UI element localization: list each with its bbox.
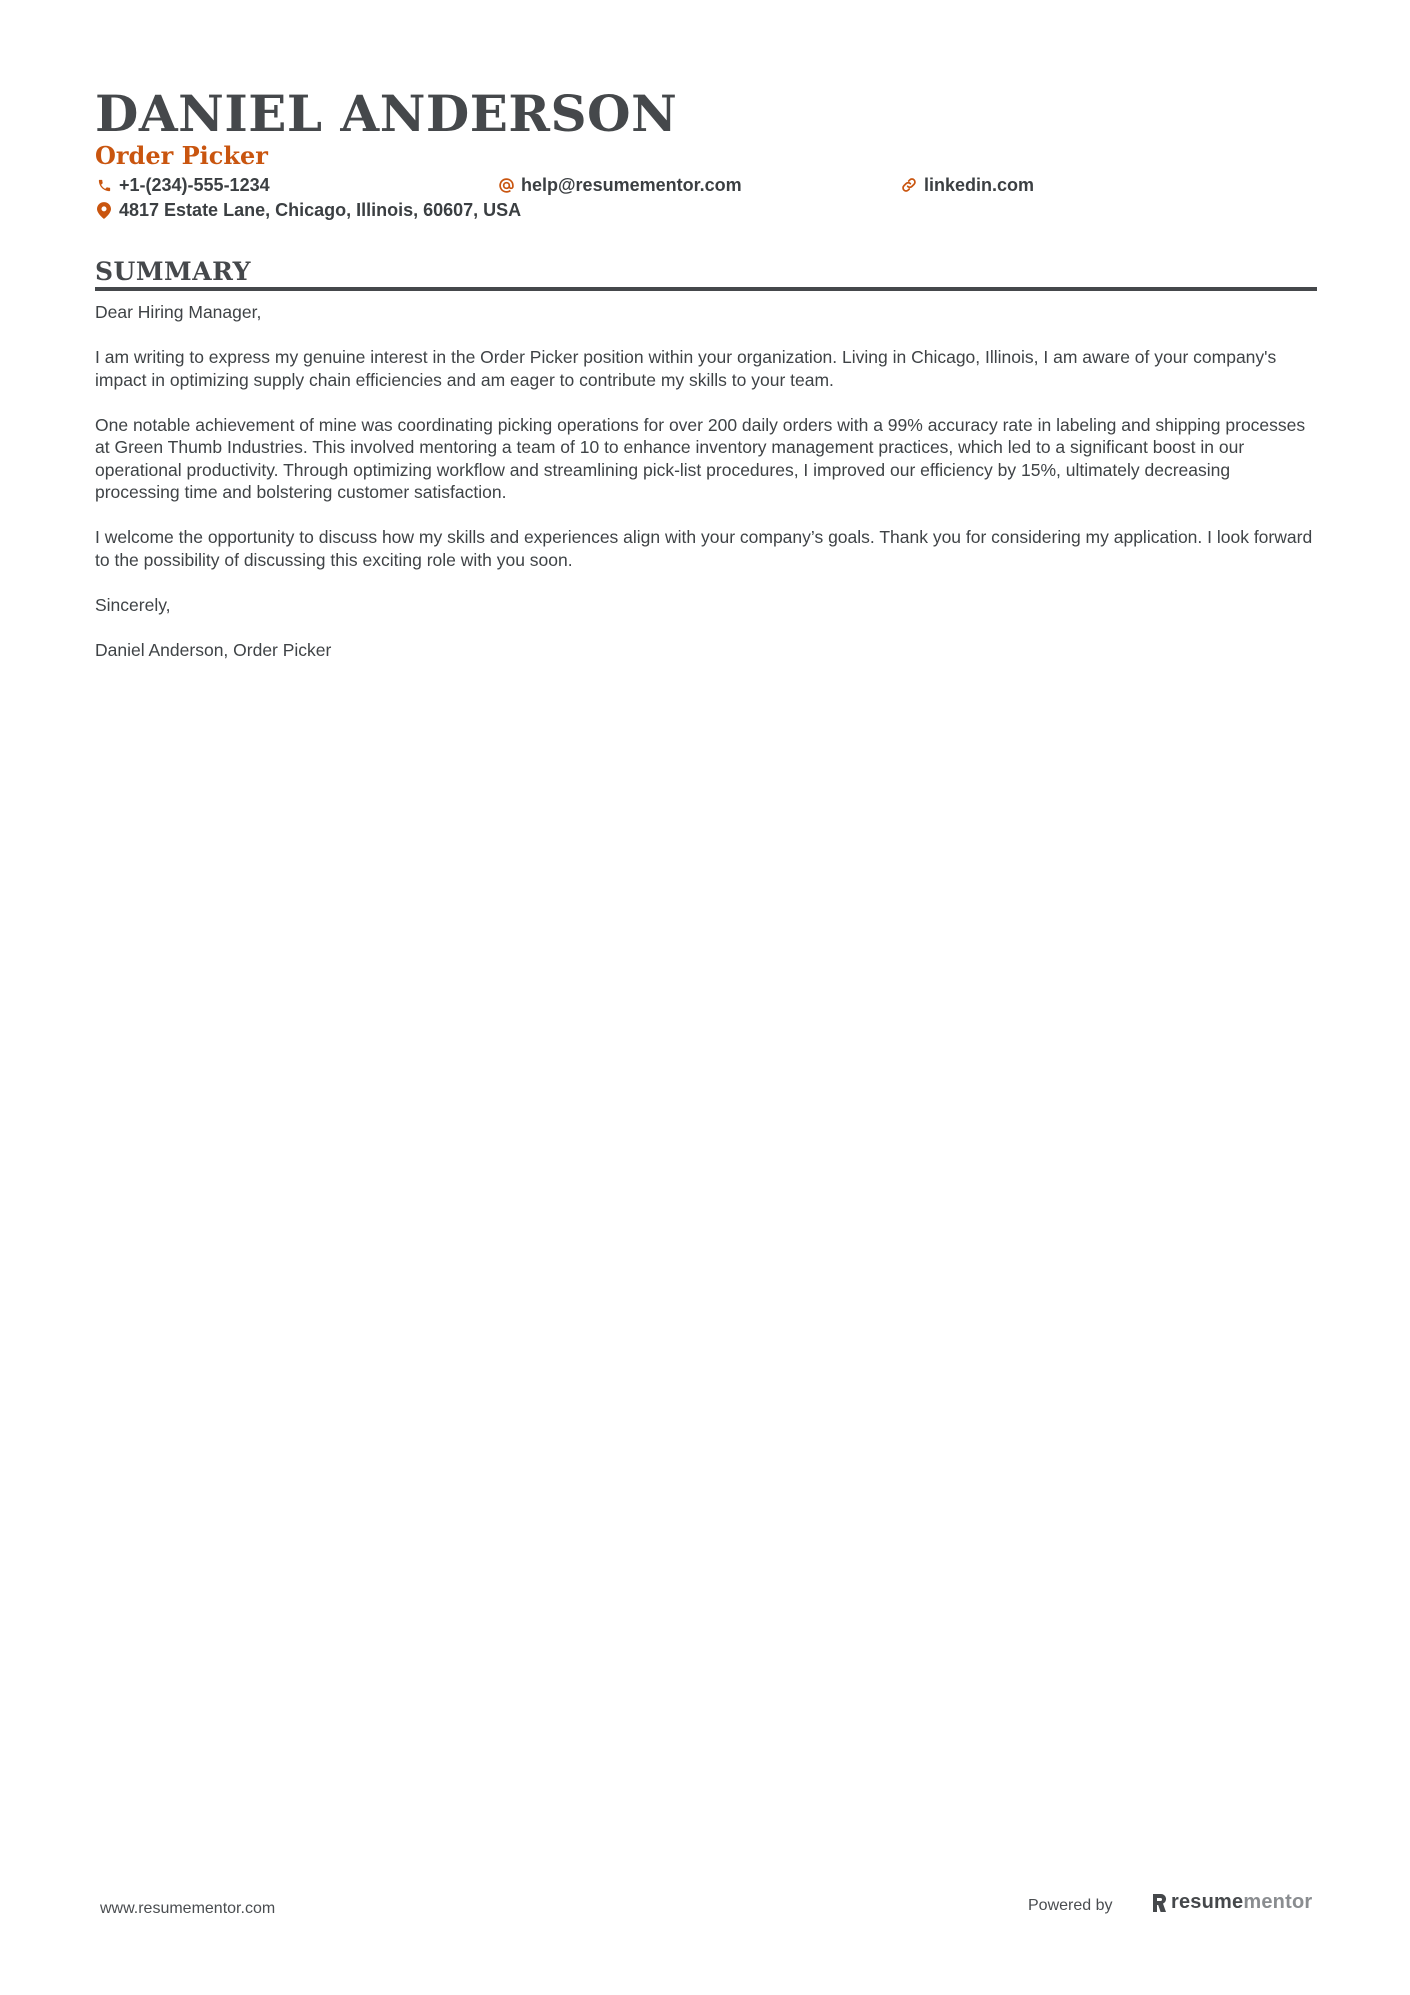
phone-icon (95, 176, 113, 194)
contact-address (95, 198, 521, 222)
footer-brand-logo[interactable] (1151, 1891, 1312, 1914)
contact-phone-text: +1-(234)-555-1234 (119, 175, 270, 195)
contact-linkedin-text: linkedin.com (924, 175, 1035, 195)
letter-salutation: Dear Hiring Manager, (95, 302, 262, 322)
letter-signoff: Sincerely, (95, 594, 171, 615)
brand-wordmark-part2: mentor (1243, 1891, 1313, 1913)
at-icon (497, 176, 515, 194)
candidate-name: DANIEL ANDERSON (95, 84, 678, 143)
footer-website-link[interactable]: www.resumementor.com (100, 1900, 276, 1917)
footer-powered-by: Powered by (1028, 1897, 1113, 1914)
letter-body (95, 301, 1317, 684)
contact-email[interactable] (497, 173, 742, 197)
letter-signature: Daniel Anderson, Order Picker (95, 639, 332, 660)
section-title-summary: SUMMARY (95, 257, 251, 286)
letter-paragraph-closing: I welcome the opportunity to discuss how my skills and experiences align with your company’s goals. Thank you for considering my application. I look forward to the possibility of discussing this exciting role with you soon. (95, 527, 1313, 570)
candidate-role: Order Picker (95, 141, 268, 170)
brand-wordmark-part1: resume (1171, 1891, 1244, 1913)
link-icon (900, 176, 918, 194)
brand-wordmark (1171, 1891, 1312, 1914)
letter-paragraph-achievement: One notable achievement of mine was coordinating picking operations for over 200 daily orders with a 99% accuracy rate in labeling and shipping processes at Green Thumb Industries. This involved mentoring a team of 10 to enhance inventory management practices, which led to a significant boost in our operational productivity. Through optimizing workflow and streamlining pick-list procedures, I improved our efficiency by 15%, ultimately decreasing processing time and bolstering customer satisfaction. (95, 414, 1306, 502)
contact-phone[interactable] (95, 173, 270, 197)
section-divider (95, 287, 1317, 291)
brand-logo-icon (1151, 1892, 1167, 1914)
contact-linkedin[interactable] (900, 173, 1034, 197)
location-pin-icon (95, 201, 113, 219)
contact-address-text: 4817 Estate Lane, Chicago, Illinois, 60607, USA (119, 200, 522, 220)
letter-paragraph-intro: I am writing to express my genuine interest in the Order Picker position within your organization. Living in Chicago, Illinois, I am aware of your company's impact in optimizing supply chain efficiencies and am eager to contribute my skills to your team. (95, 347, 1277, 390)
contact-email-text: help@resumementor.com (521, 175, 742, 195)
